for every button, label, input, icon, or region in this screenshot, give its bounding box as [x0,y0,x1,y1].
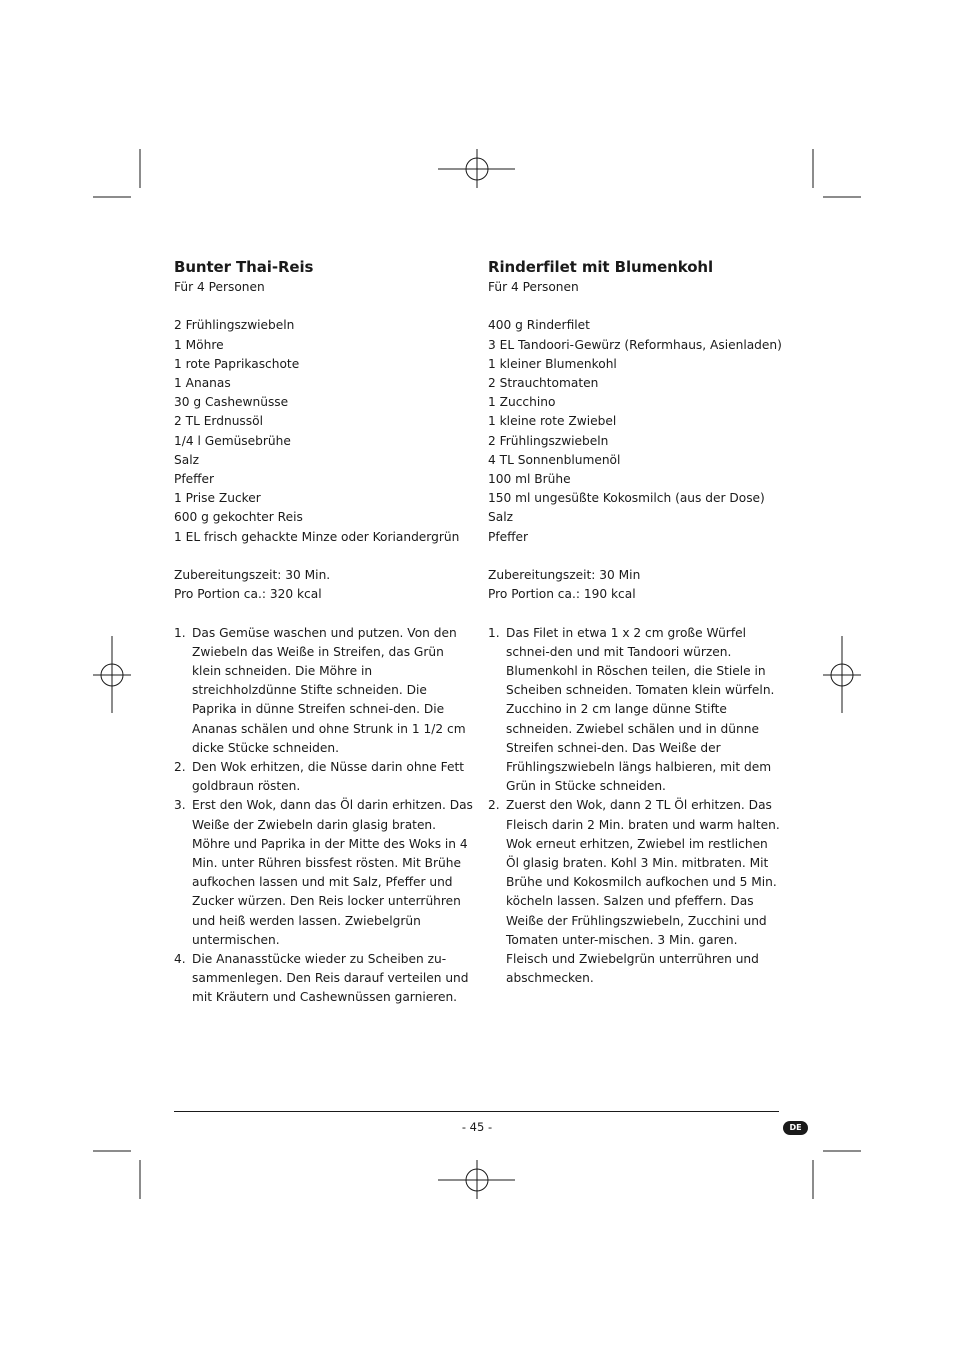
ingredient-item: 3 EL Tandoori-Gewürz (Reformhaus, Asienladen) [488,337,782,352]
recipe-beef-cauliflower [488,256,783,988]
step-list [174,624,474,1008]
ingredient-item: 1 Prise Zucker [174,491,261,506]
step-text: Das Gemüse waschen und putzen. Von den Zwiebeln das Weiße in Streifen, das Grün klein schneiden. Die Möhre in streichholzdünne Stifte schneiden. Die Paprika in dünne Streifen schnei-den. Die Ananas schälen und ohne Strunk in 1 1/2 cm dicke Stücke schneiden. [192,625,466,755]
ingredient-item: Salz [488,510,513,525]
step-item [174,758,474,796]
ingredient-item: Pfeffer [488,529,529,544]
ingredient-item: 1 Ananas [174,376,231,390]
step-text: Die Ananasstücke wieder zu Scheiben zu-sammenlegen. Den Reis darauf verteilen und mit Kräutern und Cashewnüssen garnieren. [192,952,469,1005]
step-number: 2. [174,760,186,775]
language-badge: DE [783,1121,808,1135]
registration-mark-left [93,636,131,713]
page-number: - 45 - [461,1120,493,1134]
registration-mark-top [438,149,515,188]
recipe-thai-rice [174,256,474,1008]
prep-time: Zubereitungszeit: 30 Min. [174,568,331,583]
step-item [174,950,474,1008]
step-item [174,624,474,758]
ingredient-item: 1 kleiner Blumenkohl [488,356,617,371]
step-list [488,624,783,989]
calories: Pro Portion ca.: 320 kcal [174,587,322,602]
ingredient-item: 400 g Rinderfilet [488,318,590,333]
step-number: 1. [488,625,500,640]
step-item [174,796,474,950]
ingredient-item: 4 TL Sonnenblumenöl [488,452,621,467]
ingredient-item: 100 ml Brühe [488,472,571,487]
ingredient-list [174,316,474,546]
ingredient-item: Pfeffer [174,472,215,487]
calories: Pro Portion ca.: 190 kcal [488,587,636,602]
step-text: Das Filet in etwa 1 x 2 cm große Würfel schnei-den und mit Tandoori würzen. Blumenkohl in Röschen teilen, die Stiele in Scheiben schneiden. Tomaten klein würfeln. Zucchino in 2 cm lange dünne Stifte schneiden. Zwiebel schälen und in dünne Streifen schnei-den. Das Weiße der Frühlingszwiebeln längs halbieren, mit dem Grün in Stücke schneiden. [506,625,775,794]
ingredient-item: 150 ml ungesüßte Kokosmilch (aus der Dose) [488,491,765,506]
servings: Für 4 Personen [174,280,265,294]
servings: Für 4 Personen [488,280,579,294]
recipe-info [174,566,474,604]
step-number: 2. [488,798,500,813]
ingredient-item: 30 g Cashewnüsse [174,395,289,410]
footer-divider [174,1111,779,1112]
step-item [488,624,783,797]
ingredient-item: 1 Zucchino [488,395,556,410]
step-number: 4. [174,952,186,967]
ingredient-item: 1 kleine rote Zwiebel [488,414,617,429]
prep-time: Zubereitungszeit: 30 Min [488,568,641,583]
recipe-title: Bunter Thai-Reis [174,258,314,276]
recipe-title: Rinderfilet mit Blumenkohl [488,258,714,276]
step-number: 3. [174,798,186,813]
ingredient-item: 1 rote Paprikaschote [174,356,300,371]
step-number: 1. [174,625,186,640]
ingredient-item: 1 EL frisch gehackte Minze oder Koriandergrün [174,529,460,544]
ingredient-item: 600 g gekochter Reis [174,510,303,525]
step-text: Den Wok erhitzen, die Nüsse darin ohne Fett goldbraun rösten. [192,760,465,794]
ingredient-item: 1/4 l Gemüsebrühe [174,433,291,448]
registration-mark-right [823,636,861,713]
recipe-info [488,566,783,604]
ingredient-item: 1 Möhre [174,337,224,352]
step-text: Zuerst den Wok, dann 2 TL Öl erhitzen. Das Fleisch darin 2 Min. braten und warm halten. Wok erneut erhitzen, Zwiebel im restlichen Öl glasig braten. Kohl 3 Min. mitbraten. Mit Brühe und Kokosmilch aufkochen und 5 Min. köcheln lassen. Salzen und pfeffern. Das Weiße der Frühlingszwiebeln, Zucchini und Tomaten unter-mischen. 3 Min. garen. Fleisch und Zwiebelgrün unterrühren und abschmecken. [506,798,780,986]
ingredient-list [488,316,783,546]
registration-mark-bottom [438,1160,515,1199]
ingredient-item: 2 Frühlingszwiebeln [174,318,295,333]
ingredient-item: Salz [174,452,199,467]
step-item [488,796,783,988]
step-text: Erst den Wok, dann das Öl darin erhitzen. Das Weiße der Zwiebeln darin glasig braten. Möhre und Paprika in der Mitte des Woks in 4 Min. unter Rühren bissfest rösten. Mit Brühe aufkochen lassen und mit Salz, Pfeffer und Zucker würzen. Den Reis locker unterrühren und heiß werden lassen. Zwiebelgrün untermischen. [192,798,473,947]
ingredient-item: 2 TL Erdnussöl [174,414,263,429]
ingredient-item: 2 Frühlingszwiebeln [488,433,609,448]
ingredient-item: 2 Strauchtomaten [488,376,599,390]
